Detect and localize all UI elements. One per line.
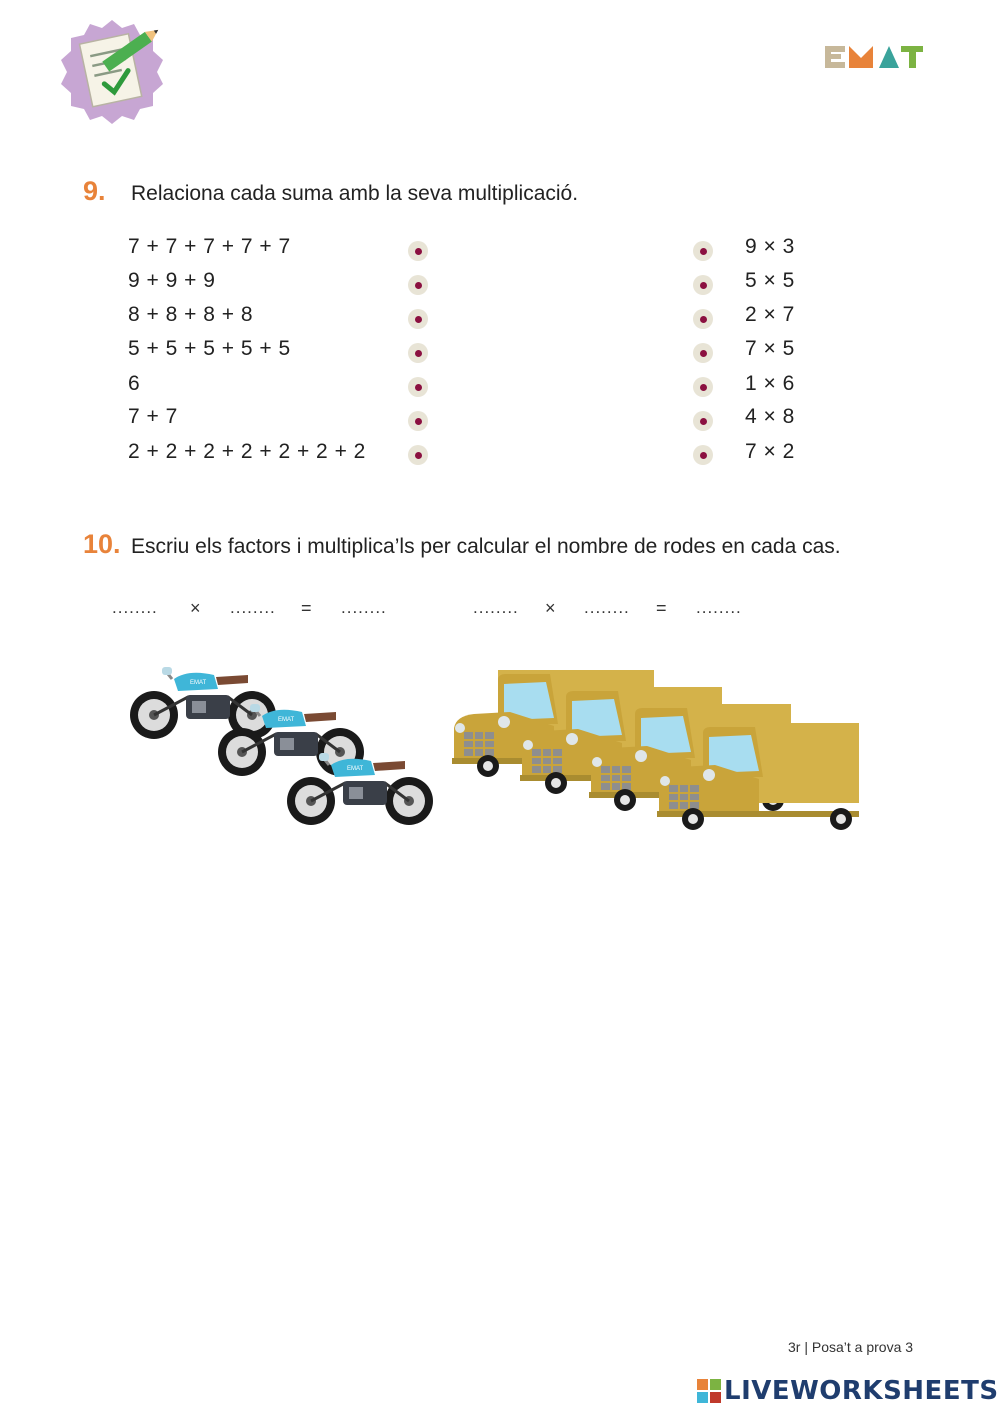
left-match-dot[interactable]: [408, 241, 428, 261]
product-item: 9 × 3: [745, 235, 795, 258]
sum-item: 7 + 7: [128, 405, 178, 428]
sum-item: 5 + 5 + 5 + 5 + 5: [128, 337, 291, 360]
q9-instruction: Relaciona cada suma amb la seva multiplicació.: [131, 182, 579, 205]
times-sign: ×: [190, 598, 201, 618]
product-blank-input[interactable]: ........: [696, 598, 742, 617]
right-match-dot[interactable]: [693, 411, 713, 431]
sum-item: 7 + 7 + 7 + 7 + 7: [128, 235, 291, 258]
left-match-dot[interactable]: [408, 445, 428, 465]
product-item: 4 × 8: [745, 405, 795, 428]
emat-logo: [825, 44, 925, 70]
sum-item: 6: [128, 372, 141, 395]
equals-sign: =: [301, 598, 312, 618]
left-match-dot[interactable]: [408, 343, 428, 363]
liveworksheets-logo-icon: [697, 1379, 721, 1403]
page-footer: 3r | Posa’t a prova 3: [788, 1339, 914, 1355]
sum-item: 2 + 2 + 2 + 2 + 2 + 2 + 2: [128, 440, 366, 463]
equals-sign: =: [656, 598, 667, 618]
right-match-dot[interactable]: [693, 445, 713, 465]
times-sign: ×: [545, 598, 556, 618]
left-match-dot[interactable]: [408, 309, 428, 329]
sum-item: 9 + 9 + 9: [128, 269, 216, 292]
sum-item: 8 + 8 + 8 + 8: [128, 303, 254, 326]
factor-blank-input[interactable]: ........: [584, 598, 630, 617]
right-match-dot[interactable]: [693, 275, 713, 295]
left-match-dot[interactable]: [408, 275, 428, 295]
product-item: 7 × 5: [745, 337, 795, 360]
factor-blank-input[interactable]: ........: [473, 598, 519, 617]
q9-number: 9.: [83, 176, 106, 206]
product-item: 1 × 6: [745, 372, 795, 395]
trucks-illustration: [450, 665, 870, 835]
product-item: 7 × 2: [745, 440, 795, 463]
liveworksheets-text: LIVEWORKSHEETS: [724, 1376, 999, 1406]
factor-blank-input[interactable]: ........: [112, 598, 158, 617]
right-match-dot[interactable]: [693, 377, 713, 397]
right-match-dot[interactable]: [693, 241, 713, 261]
product-item: 2 × 7: [745, 303, 795, 326]
motorcycles-illustration: [128, 662, 443, 832]
liveworksheets-watermark: [697, 1376, 999, 1406]
left-match-dot[interactable]: [408, 411, 428, 431]
left-match-dot[interactable]: [408, 377, 428, 397]
product-item: 5 × 5: [745, 269, 795, 292]
worksheet-badge-icon: [52, 18, 184, 126]
q10-instruction: Escriu els factors i multiplica’ls per calcular el nombre de rodes en cada cas.: [131, 535, 841, 558]
q10-number: 10.: [83, 529, 121, 559]
product-blank-input[interactable]: ........: [341, 598, 387, 617]
factor-blank-input[interactable]: ........: [230, 598, 276, 617]
right-match-dot[interactable]: [693, 343, 713, 363]
right-match-dot[interactable]: [693, 309, 713, 329]
